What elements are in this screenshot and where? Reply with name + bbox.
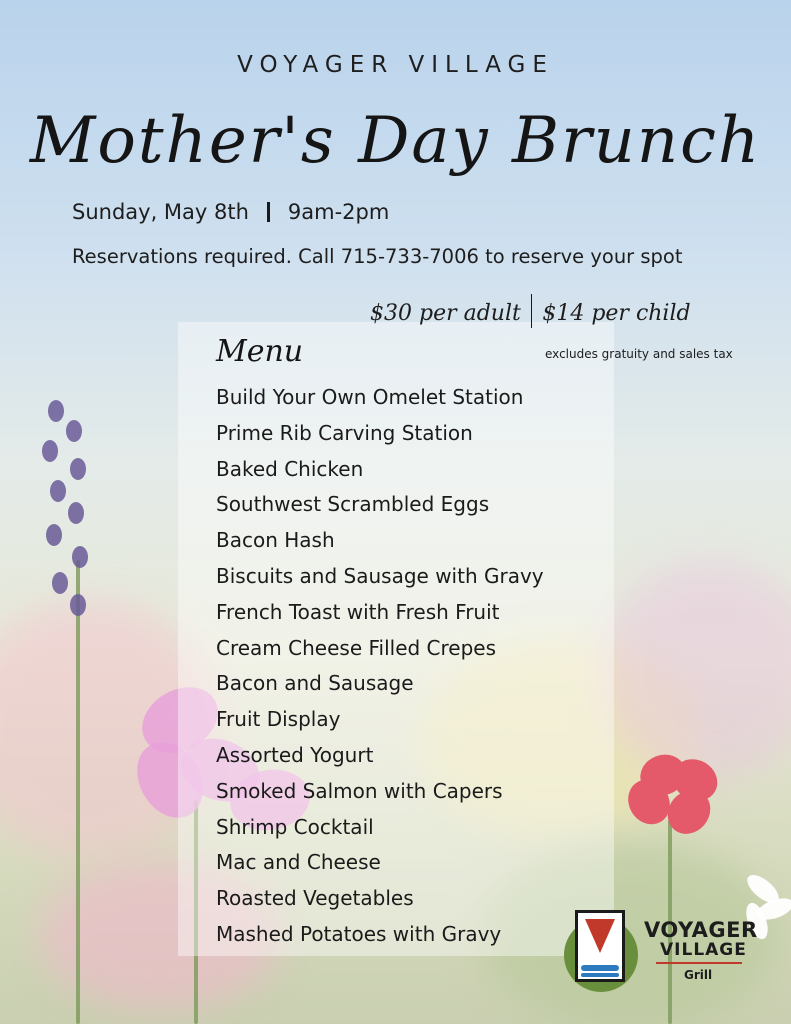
list-item: Bacon and Sausage — [216, 671, 414, 696]
brand-heading: VOYAGER VILLAGE — [237, 52, 554, 78]
list-item: Southwest Scrambled Eggs — [216, 492, 490, 517]
logo-text-village: VILLAGE — [660, 940, 747, 960]
logo-emblem-icon — [575, 910, 625, 982]
list-item: Assorted Yogurt — [216, 742, 374, 767]
divider — [267, 202, 270, 222]
logo-underline — [656, 962, 742, 964]
list-item: Build Your Own Omelet Station — [216, 385, 524, 409]
child-price: $14 per child — [542, 301, 691, 326]
list-item: French Toast with Fresh Fruit — [216, 599, 500, 624]
list-item: Smoked Salmon with Capers — [216, 778, 503, 803]
list-item: Fruit Display — [216, 707, 341, 732]
list-item: Mashed Potatoes with Gravy — [216, 921, 502, 946]
reservation-info: Reservations required. Call 715-733-7006 to reserve your spot — [72, 245, 683, 268]
menu-list — [216, 380, 544, 953]
list-item: Biscuits and Sausage with Gravy — [216, 563, 544, 588]
list-item: Bacon Hash — [216, 528, 335, 553]
list-item: Roasted Vegetables — [216, 886, 414, 911]
menu-heading: Menu — [216, 334, 304, 369]
logo-text-grill: Grill — [684, 968, 713, 982]
list-item: Cream Cheese Filled Crepes — [216, 635, 497, 660]
event-date: Sunday, May 8th — [72, 200, 249, 224]
pricing — [370, 294, 691, 328]
list-item: Shrimp Cocktail — [216, 814, 374, 839]
page-title: Mother's Day Brunch — [29, 104, 762, 178]
list-item: Baked Chicken — [216, 456, 364, 481]
divider — [531, 294, 533, 328]
event-date-time — [72, 200, 389, 224]
adult-price: $30 per adult — [370, 301, 521, 326]
list-item: Mac and Cheese — [216, 850, 381, 875]
list-item: Prime Rib Carving Station — [216, 420, 473, 445]
logo-text-voyager: VOYAGER — [644, 918, 758, 942]
price-note: excludes gratuity and sales tax — [545, 347, 733, 361]
event-time: 9am-2pm — [287, 200, 390, 224]
